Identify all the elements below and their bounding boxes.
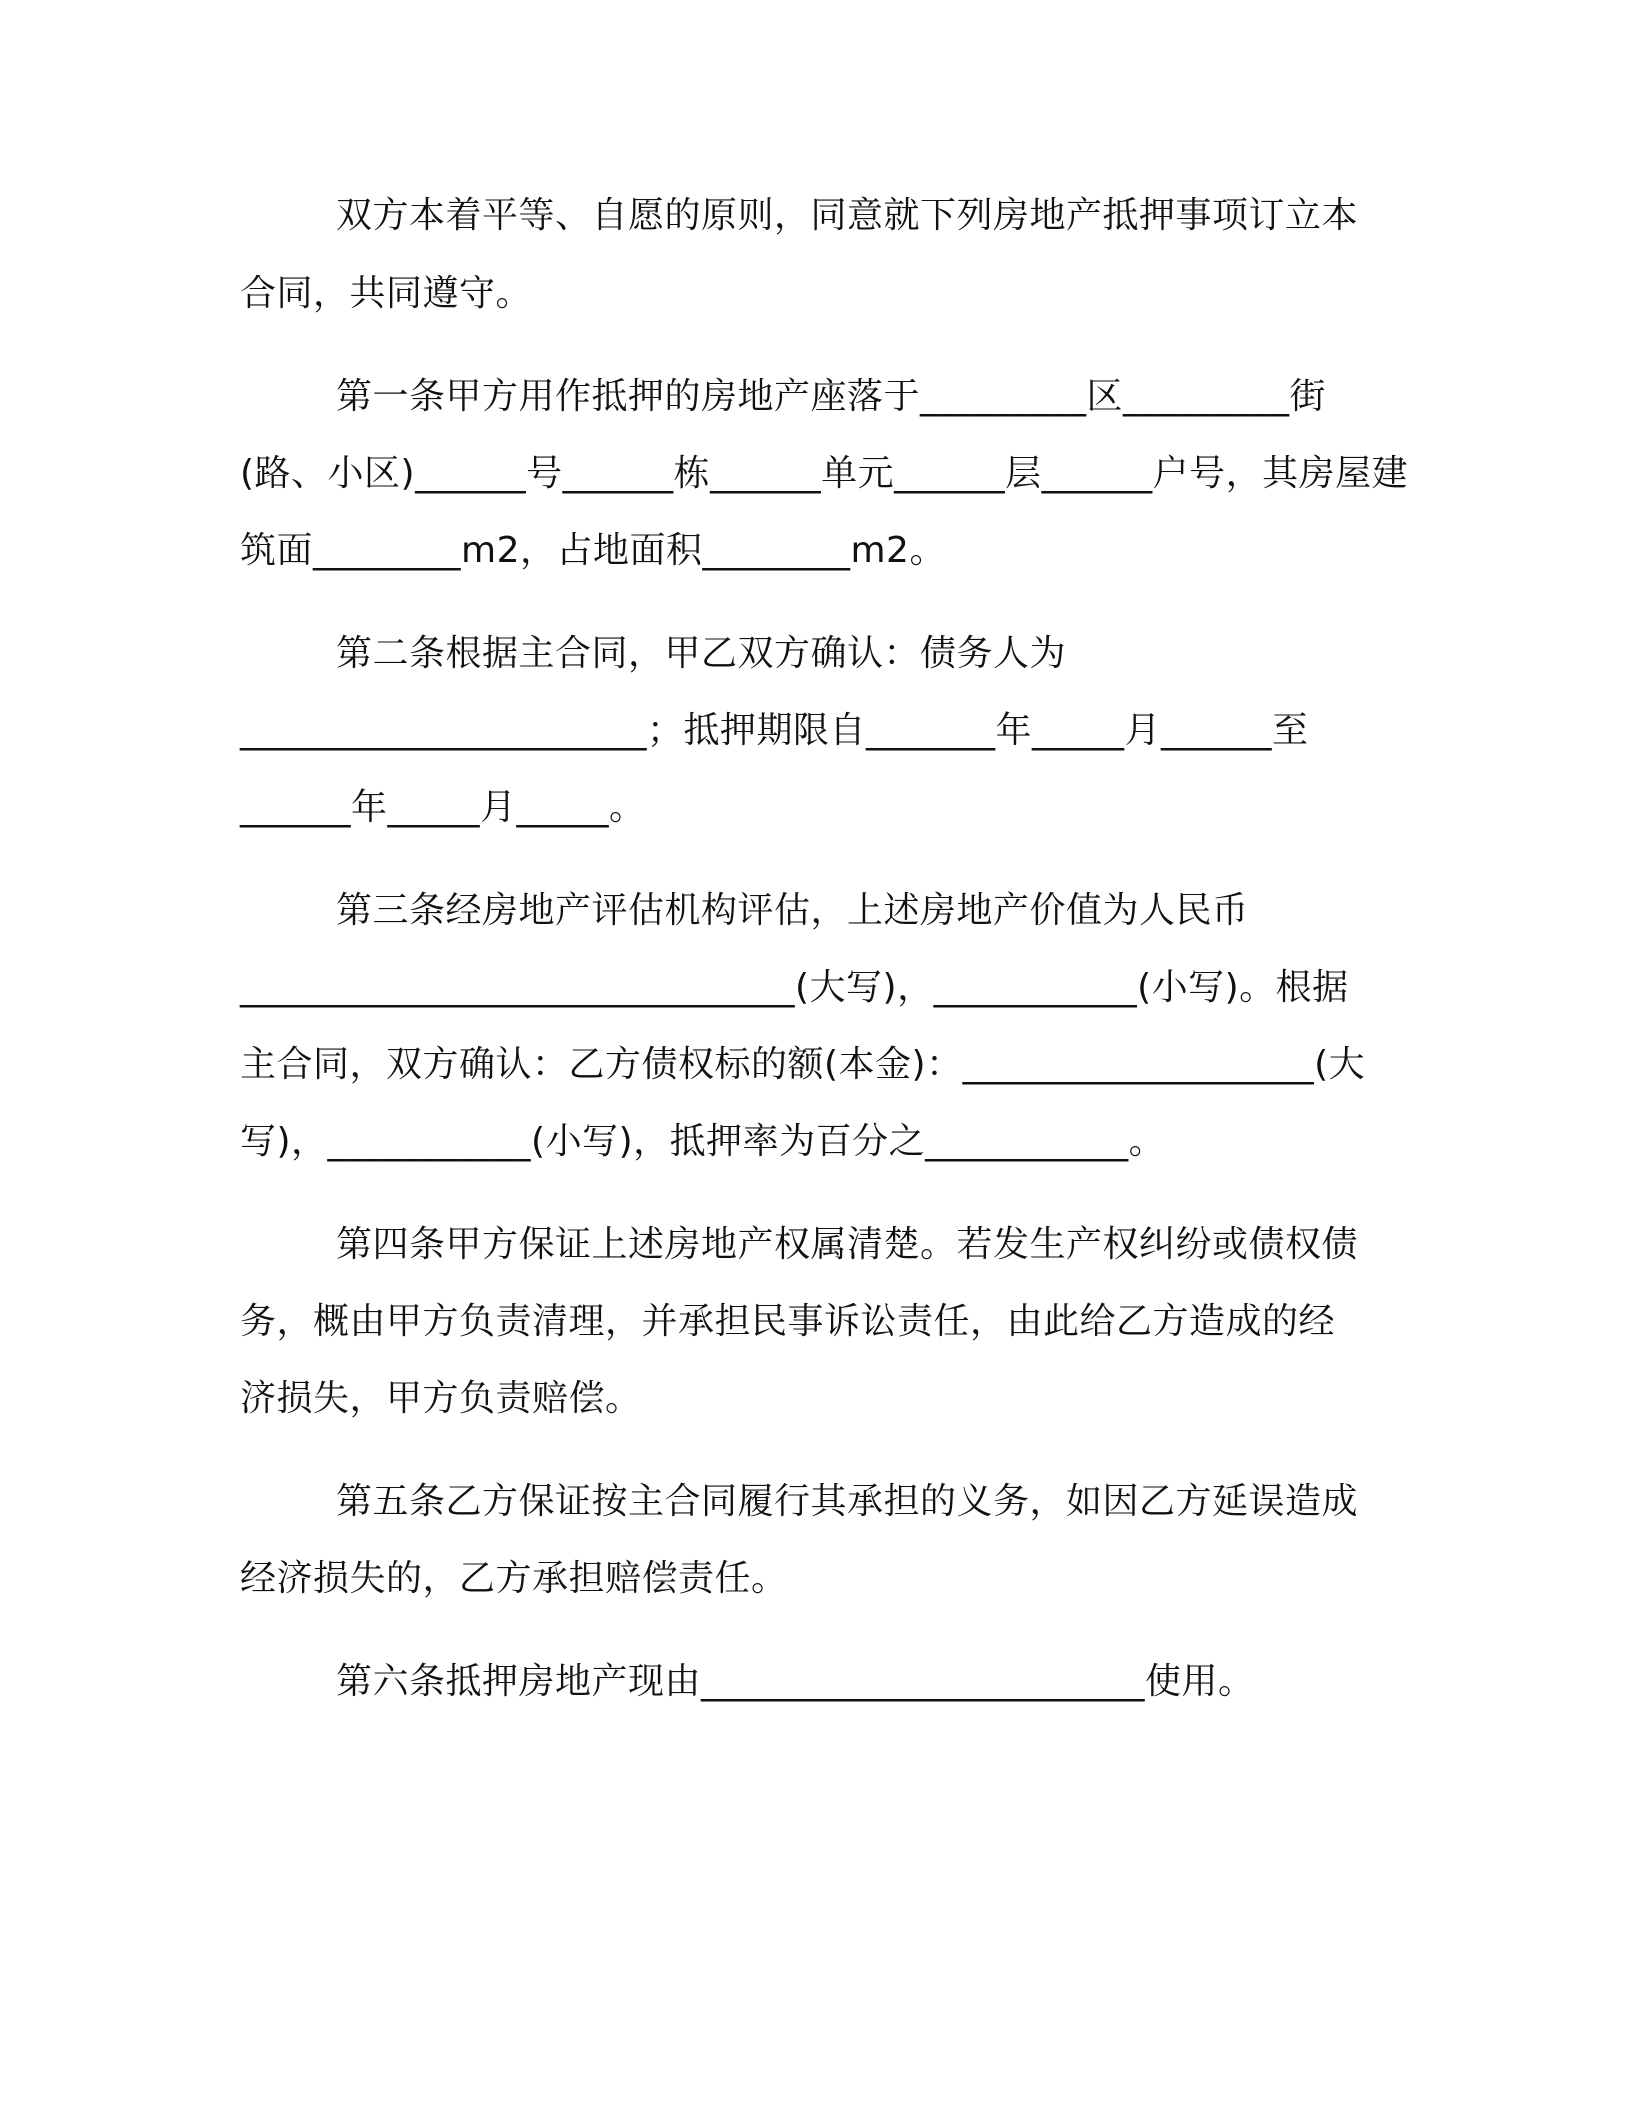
article-4-line-3: 济损失，甲方负责赔偿。 [240, 1378, 642, 1419]
article-2-line-2: ______________________；抵押期限自_______年_____月______至 [240, 710, 1309, 751]
article-5-line-1: 第五条乙方保证按主合同履行其承担的义务，如因乙方延误造成 [336, 1481, 1359, 1522]
article-4-line-1: 第四条甲方保证上述房地产权属清楚。若发生产权纠纷或债权债 [336, 1224, 1359, 1265]
article-1-line-1: 第一条甲方用作抵押的房地产座落于_________区_________街 [336, 376, 1327, 417]
article-3-line-4: 写)，___________(小写)，抵押率为百分之___________。 [240, 1121, 1166, 1162]
paragraph-intro-line-2: 合同，共同遵守。 [240, 273, 533, 314]
article-3-line-1: 第三条经房地产评估机构评估，上述房地产价值为人民币 [336, 890, 1249, 931]
article-1-line-2: (路、小区)______号______栋______单元______层______户号，其房屋建 [240, 453, 1409, 494]
paragraph-intro-line-1: 双方本着平等、自愿的原则，同意就下列房地产抵押事项订立本 [336, 195, 1359, 236]
article-3-line-3: 主合同，双方确认：乙方债权标的额(本金)：___________________(大 [240, 1044, 1366, 1085]
article-3-line-2: ______________________________(大写)，___________(小写)。根据 [240, 967, 1349, 1008]
article-4-line-2: 务，概由甲方负责清理，并承担民事诉讼责任，由此给乙方造成的经 [240, 1301, 1336, 1342]
article-1-line-3: 筑面________m2，占地面积________m2。 [240, 530, 946, 571]
article-2-line-3: ______年_____月_____。 [240, 787, 646, 828]
article-5-line-2: 经济损失的，乙方承担赔偿责任。 [240, 1558, 788, 1599]
article-2-line-1: 第二条根据主合同，甲乙双方确认：债务人为 [336, 633, 1067, 674]
article-6-line-1: 第六条抵押房地产现由________________________使用。 [336, 1661, 1255, 1702]
